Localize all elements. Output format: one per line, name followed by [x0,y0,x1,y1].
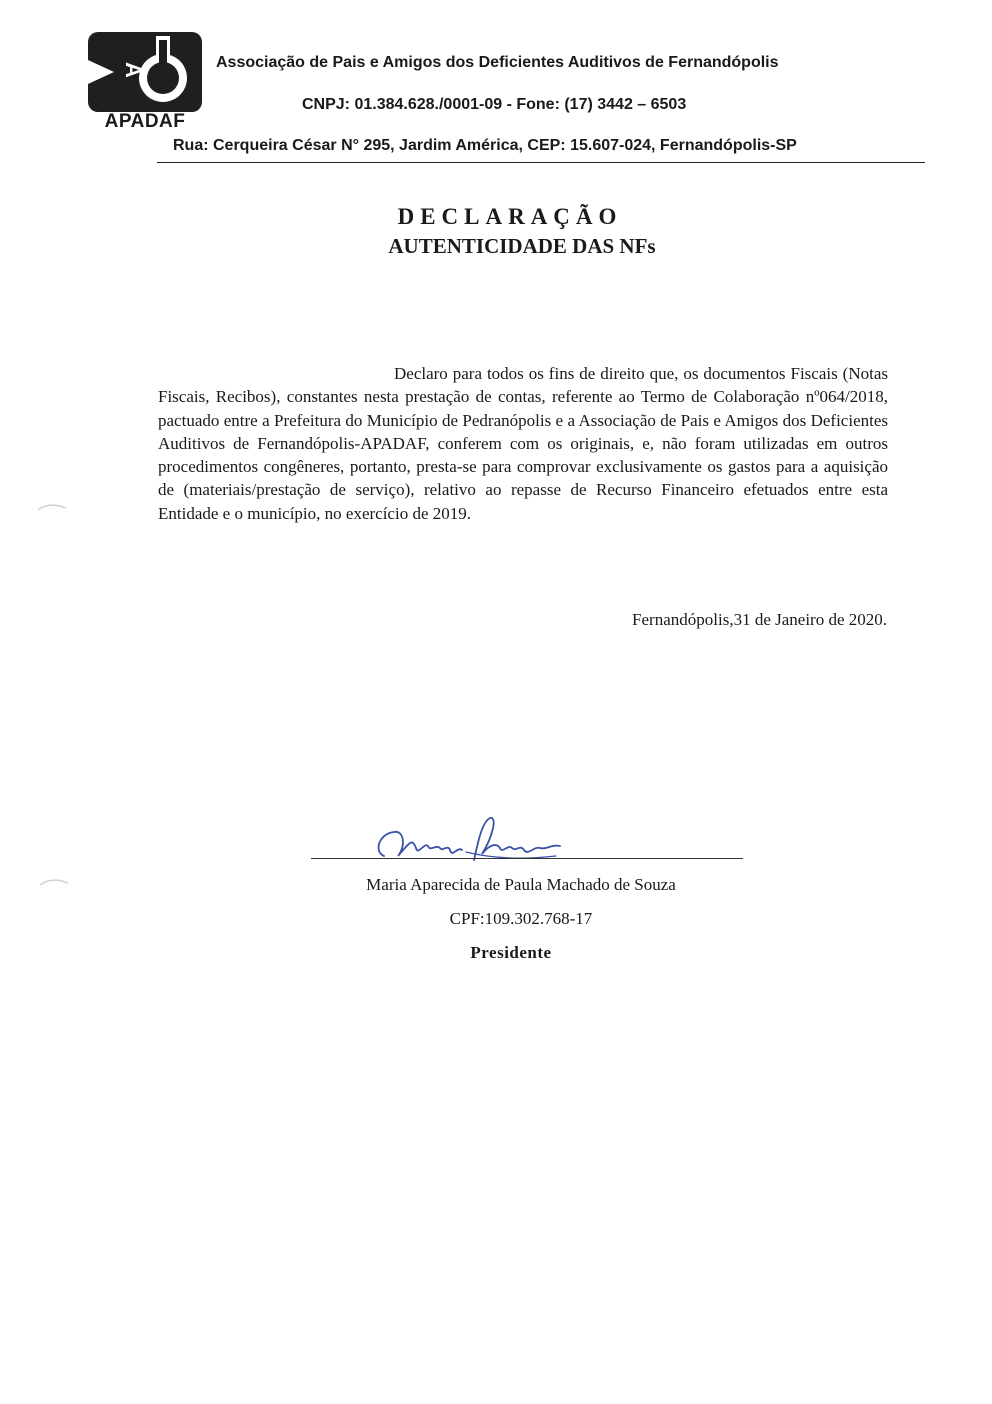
apadaf-logo [86,30,204,114]
logo-text: APADAF [104,111,186,132]
scan-mark [38,875,70,889]
date-line: Fernandópolis,31 de Janeiro de 2020. [632,610,887,629]
org-cnpj: CNPJ: 01.384.628./0001-09 - Fone: (17) 3442 – 6503 [302,96,687,113]
document-title: DECLARAÇÃO [397,204,623,229]
logo-glyph: A [121,62,146,78]
header-divider [157,162,925,163]
signer-role: Presidente [470,943,552,962]
signer-name: Maria Aparecida de Paula Machado de Souza [366,875,676,894]
signature-line [311,858,743,859]
declaration-body: Declaro para todos os fins de direito que, os documentos Fiscais (Notas Fiscais, Recibos), constantes nesta prestação de contas, referente ao Termo de Colaboração nº064/2018, pactuado entre a Prefeitura do Município de Pedranópolis e a Associação de Pais e Amigos dos Deficientes Auditivos de Fernandópolis-APADAF, conferem com os originais, e, não foram utilizadas em outros procedimentos congêneres, portanto, presta-se para comprovar exclusivamente os gastos para a aquisição de (materiais/prestação de serviço), relativo ao repasse de Recurso Financeiro efetuados entre esta Entidade e o município, no exercício de 2019. [158,364,888,523]
scan-mark [36,500,68,514]
handwritten-signature [370,812,570,874]
signer-cpf: CPF:109.302.768-17 [449,909,593,928]
org-name: Associação de Pais e Amigos dos Deficientes Auditivos de Fernandópolis [216,54,779,71]
document-subtitle: AUTENTICIDADE DAS NFs [388,234,656,258]
org-address: Rua: Cerqueira César N° 295, Jardim América, CEP: 15.607-024, Fernandópolis-SP [173,137,797,154]
